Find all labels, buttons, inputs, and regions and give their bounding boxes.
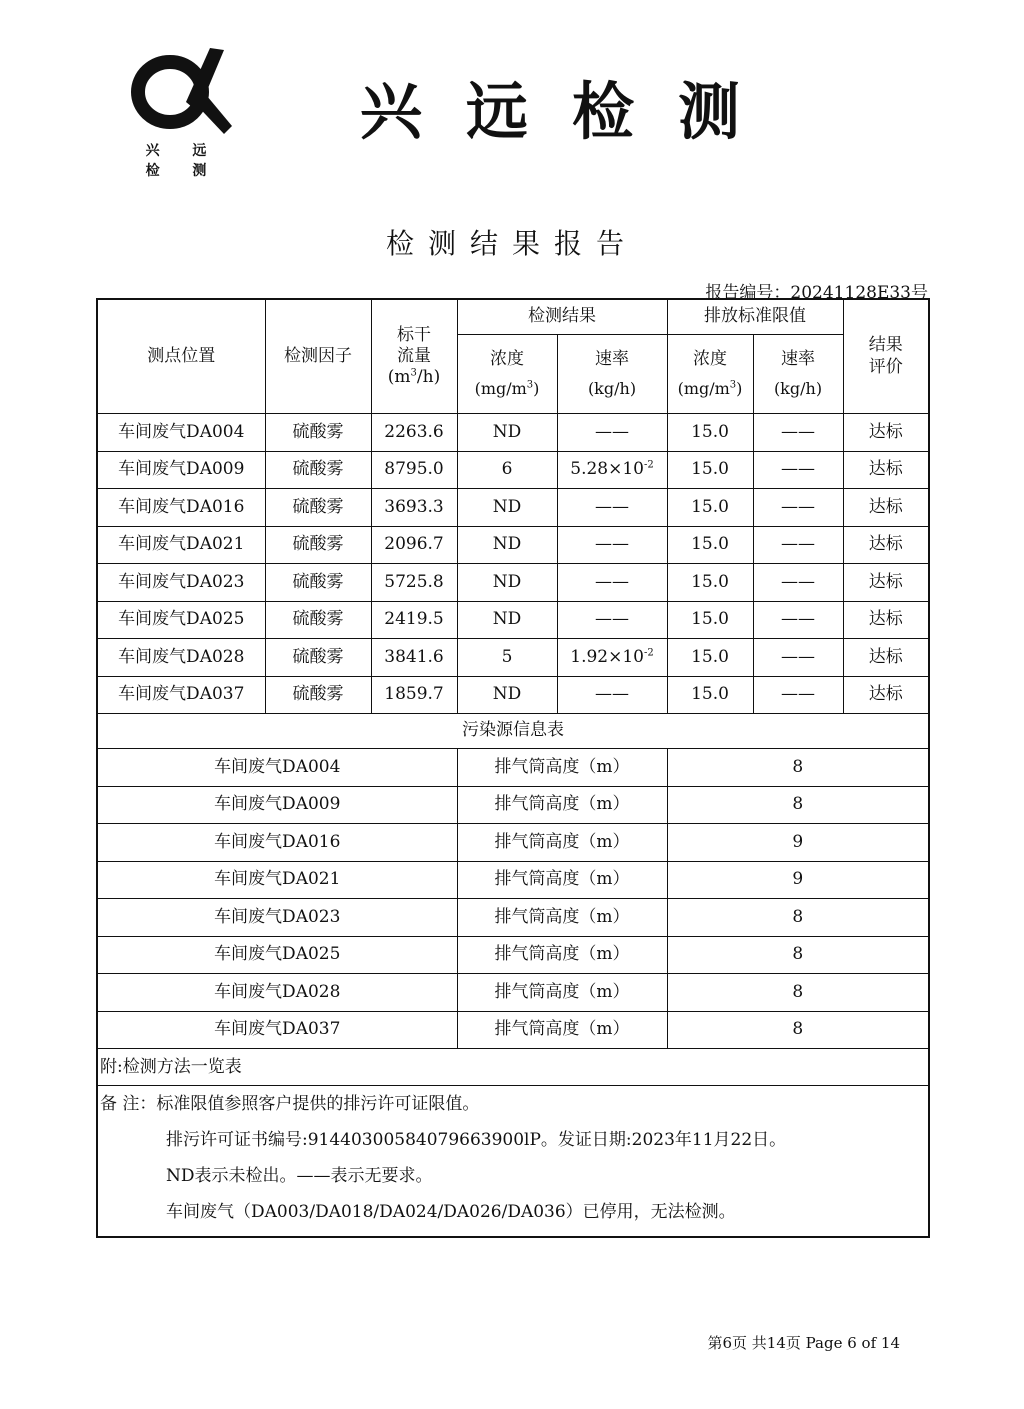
cell-conc: ND <box>457 564 557 602</box>
brand-title: 兴远检测 <box>360 75 785 148</box>
cell-factor: 硫酸雾 <box>265 639 371 677</box>
cell-factor: 硫酸雾 <box>265 489 371 527</box>
header-limits: 排放标准限值 <box>667 299 843 335</box>
pollution-row <box>97 824 929 862</box>
cell-factor: 硫酸雾 <box>265 414 371 452</box>
cell-conc: 6 <box>457 451 557 489</box>
table-row <box>97 451 929 489</box>
cell-limit-conc: 15.0 <box>667 489 753 527</box>
cell-limit-rate: —— <box>753 639 843 677</box>
cell-source: 车间废气DA016 <box>97 824 457 862</box>
cell-location: 车间废气DA028 <box>97 639 265 677</box>
rate-value: —— <box>595 609 629 630</box>
cell-conc: ND <box>457 526 557 564</box>
pollution-section-title: 污染源信息表 <box>97 714 929 749</box>
cell-flow: 8795.0 <box>371 451 457 489</box>
cell-source: 车间废气DA025 <box>97 936 457 974</box>
cell-source: 车间废气DA023 <box>97 899 457 937</box>
cell-evaluation: 达标 <box>843 526 929 564</box>
cell-limit-conc: 15.0 <box>667 526 753 564</box>
cell-value: 8 <box>667 1011 929 1049</box>
note-line: 备 注：标准限值参照客户提供的排污许可证限值。 <box>100 1094 480 1114</box>
rate-value: —— <box>595 421 629 442</box>
cell-evaluation: 达标 <box>843 564 929 602</box>
cell-factor: 硫酸雾 <box>265 564 371 602</box>
cell-evaluation: 达标 <box>843 451 929 489</box>
cell-value: 8 <box>667 899 929 937</box>
cell-value: 9 <box>667 824 929 862</box>
cell-evaluation: 达标 <box>843 601 929 639</box>
cell-conc: ND <box>457 414 557 452</box>
cell-value: 8 <box>667 936 929 974</box>
cell-flow: 3841.6 <box>371 639 457 677</box>
cell-value: 9 <box>667 861 929 899</box>
cell-source: 车间废气DA009 <box>97 786 457 824</box>
cell-location: 车间废气DA023 <box>97 564 265 602</box>
page-footer: 第6页 共14页 Page 6 of 14 <box>707 1334 900 1352</box>
cell-flow: 2096.7 <box>371 526 457 564</box>
cell-parameter: 排气筒高度（m） <box>457 974 667 1012</box>
cell-source: 车间废气DA028 <box>97 974 457 1012</box>
cell-conc: ND <box>457 489 557 527</box>
cell-parameter: 排气筒高度（m） <box>457 936 667 974</box>
header-evaluation: 结果 评价 <box>843 299 929 414</box>
cell-rate <box>557 451 667 489</box>
cell-rate <box>557 564 667 602</box>
cell-limit-conc: 15.0 <box>667 564 753 602</box>
table-row <box>97 526 929 564</box>
cell-limit-conc: 15.0 <box>667 451 753 489</box>
cell-location: 车间废气DA009 <box>97 451 265 489</box>
cell-rate <box>557 526 667 564</box>
cell-limit-conc: 15.0 <box>667 601 753 639</box>
header-limit-conc: 浓度 $(mg/m^3)$ <box>667 335 753 414</box>
note-line: 排污许可证书编号:91440300584079663900lP。发证日期:2023年11月22日。 <box>166 1130 787 1150</box>
cell-conc: ND <box>457 601 557 639</box>
cell-factor: 硫酸雾 <box>265 676 371 714</box>
cell-evaluation: 达标 <box>843 414 929 452</box>
cell-source: 车间废气DA037 <box>97 1011 457 1049</box>
cell-parameter: 排气筒高度（m） <box>457 861 667 899</box>
cell-location: 车间废气DA004 <box>97 414 265 452</box>
cell-limit-rate: —— <box>753 564 843 602</box>
pollution-row <box>97 936 929 974</box>
pollution-row <box>97 786 929 824</box>
cell-limit-rate: —— <box>753 451 843 489</box>
report-number: 报告编号：20241128E33号 <box>705 283 928 303</box>
cell-source: 车间废气DA021 <box>97 861 457 899</box>
pollution-row <box>97 1011 929 1049</box>
cell-flow: 3693.3 <box>371 489 457 527</box>
pollution-row <box>97 899 929 937</box>
cell-location: 车间废气DA016 <box>97 489 265 527</box>
table-row <box>97 639 929 677</box>
cell-evaluation: 达标 <box>843 676 929 714</box>
cell-parameter: 排气筒高度（m） <box>457 749 667 787</box>
header-results: 检测结果 <box>457 299 667 335</box>
cell-factor: 硫酸雾 <box>265 526 371 564</box>
cell-location: 车间废气DA037 <box>97 676 265 714</box>
table-row <box>97 564 929 602</box>
header-limit-rate: 速率 (kg/h) <box>753 335 843 414</box>
cell-evaluation: 达标 <box>843 489 929 527</box>
logo-caption: 兴 远 检 测 <box>145 143 221 179</box>
cell-source: 车间废气DA004 <box>97 749 457 787</box>
cell-factor: 硫酸雾 <box>265 601 371 639</box>
cell-parameter: 排气筒高度（m） <box>457 1011 667 1049</box>
cell-rate <box>557 414 667 452</box>
results-table <box>96 298 930 1238</box>
notes-cell <box>97 1049 929 1238</box>
attachment-link: 附:检测方法一览表 <box>98 1049 928 1086</box>
rate-exponent: -2 <box>643 459 654 471</box>
table-row <box>97 489 929 527</box>
header-flow <box>371 299 457 414</box>
header-result-conc: 浓度 $(mg/m^3)$ <box>457 335 557 414</box>
cell-limit-rate: —— <box>753 414 843 452</box>
cell-parameter: 排气筒高度（m） <box>457 824 667 862</box>
cell-limit-rate: —— <box>753 489 843 527</box>
header-factor: 检测因子 <box>265 299 371 414</box>
cell-location: 车间废气DA025 <box>97 601 265 639</box>
header-flow-label: 标干 流量 <box>397 324 431 366</box>
pollution-row <box>97 861 929 899</box>
cell-limit-conc: 15.0 <box>667 639 753 677</box>
pollution-row <box>97 974 929 1012</box>
cell-limit-rate: —— <box>753 526 843 564</box>
cell-limit-rate: —— <box>753 676 843 714</box>
cell-conc: ND <box>457 676 557 714</box>
cell-evaluation: 达标 <box>843 639 929 677</box>
rate-value: 5.28×10 <box>570 459 644 480</box>
pollution-row <box>97 749 929 787</box>
cell-flow: 2419.5 <box>371 601 457 639</box>
cell-conc: 5 <box>457 639 557 677</box>
cell-limit-rate: —— <box>753 601 843 639</box>
cell-rate <box>557 676 667 714</box>
cell-rate <box>557 639 667 677</box>
rate-value: —— <box>595 534 629 555</box>
cell-rate <box>557 489 667 527</box>
rate-value: 1.92×10 <box>570 646 644 667</box>
cell-location: 车间废气DA021 <box>97 526 265 564</box>
note-line: 车间废气（DA003/DA018/DA024/DA026/DA036）已停用，无法检测。 <box>166 1202 736 1222</box>
rate-value: —— <box>595 571 629 592</box>
header-result-rate: 速率 (kg/h) <box>557 335 667 414</box>
cell-value: 8 <box>667 974 929 1012</box>
rate-value: —— <box>595 496 629 517</box>
note-line: ND表示未检出。——表示无要求。 <box>166 1166 433 1186</box>
cell-flow: 1859.7 <box>371 676 457 714</box>
cell-parameter: 排气筒高度（m） <box>457 899 667 937</box>
rate-exponent: -2 <box>643 646 654 658</box>
cell-rate <box>557 601 667 639</box>
cell-limit-conc: 15.0 <box>667 676 753 714</box>
header-location: 测点位置 <box>97 299 265 414</box>
cell-flow: 2263.6 <box>371 414 457 452</box>
cell-value: 8 <box>667 786 929 824</box>
table-row <box>97 601 929 639</box>
table-row <box>97 676 929 714</box>
rate-value: —— <box>595 684 629 705</box>
table-row <box>97 414 929 452</box>
cell-factor: 硫酸雾 <box>265 451 371 489</box>
company-logo <box>128 40 238 140</box>
cell-limit-conc: 15.0 <box>667 414 753 452</box>
cell-parameter: 排气筒高度（m） <box>457 786 667 824</box>
cell-flow: 5725.8 <box>371 564 457 602</box>
cell-value: 8 <box>667 749 929 787</box>
report-title: 检测结果报告 <box>385 227 638 260</box>
header-flow-unit: $(m^3/h)$ <box>387 367 441 388</box>
